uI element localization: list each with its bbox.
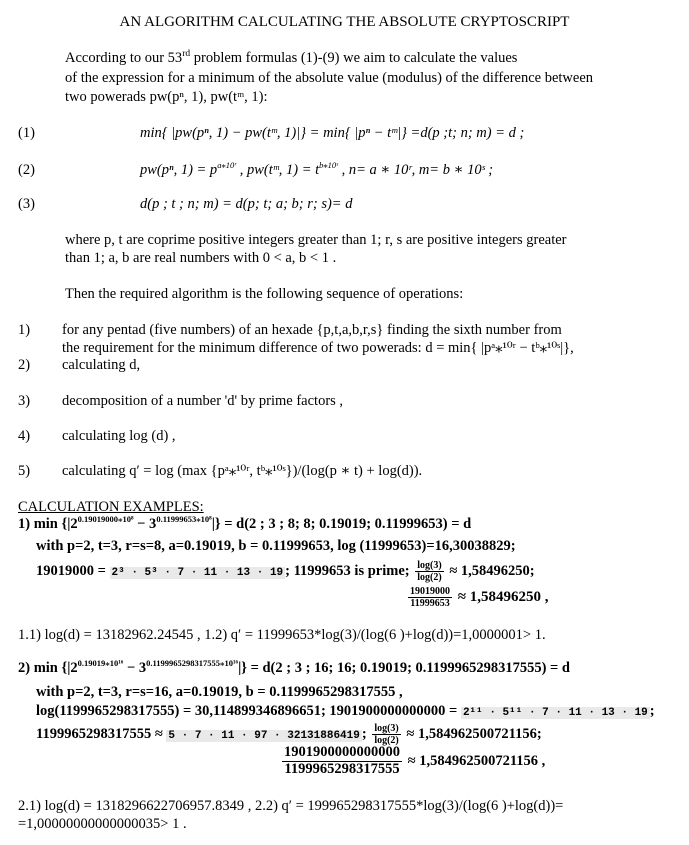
example-1-line-2: with p=2, t=3, r=s=8, a=0.19019, b = 0.11999653, log (11999653)=16,30038829; bbox=[36, 538, 516, 554]
where-line-1: where p, t are coprime positive integers greater than 1; r, s are positive integers greater bbox=[65, 232, 567, 248]
step-1-number: 1) bbox=[18, 322, 31, 338]
formula-2-part-a: pw(pⁿ, 1) = p bbox=[140, 162, 218, 178]
formula-1: min{ |pw(pⁿ, 1) − pw(tᵐ, 1)|} = min{ |pⁿ − tᵐ|} =d(p ;t; n; m) = d ; bbox=[140, 125, 525, 141]
intro-line-1-post: problem formulas (1)-(9) we aim to calculate the values bbox=[190, 50, 518, 66]
then-paragraph: Then the required algorithm is the following sequence of operations: bbox=[65, 286, 464, 302]
ex2-exp-2: 0.1199965298317555⁎10¹⁶ bbox=[146, 658, 239, 669]
step-2-number: 2) bbox=[18, 357, 31, 373]
ex1-min-post: |} = d(2 ; 3 ; 8; 8; 0.19019; 0.11999653) = d bbox=[211, 516, 472, 532]
intro-line-3: two powerads pw(pⁿ, 1), pw(tᵐ, 1): bbox=[65, 89, 268, 105]
example-1-result: 1.1) log(d) = 13182962.24545 , 1.2) q′ = 11999653*log(3)/(log(6 )+log(d))=1,0000001> 1. bbox=[18, 627, 546, 643]
ex1-factor-pre: 19019000 = bbox=[36, 562, 110, 579]
ex1-log-num: log(3) bbox=[417, 560, 442, 571]
intro-line-1 bbox=[65, 50, 517, 67]
ex2-ratio-den: 1199965298317555 bbox=[284, 760, 400, 777]
ex2-prime-factors-a: 2¹¹ · 5¹¹ · 7 · 11 · 13 · 19 bbox=[462, 707, 648, 719]
ex2-min-pre: 2) min {|2 bbox=[18, 660, 78, 676]
formula-2-part-b: , pw(tᵐ, 1) = t bbox=[236, 162, 320, 178]
formula-1-number: (1) bbox=[18, 125, 35, 141]
intro-line-1-sup: rd bbox=[182, 49, 191, 60]
ex1-minus: − 3 bbox=[133, 516, 157, 532]
example-2-line-2: with p=2, t=3, r=s=16, a=0.19019, b = 0.1199965298317555 , bbox=[36, 684, 403, 700]
formula-2-number: (2) bbox=[18, 162, 35, 178]
ex2-prime-factors-b: 5 · 7 · 11 · 97 · 32131886419 bbox=[168, 729, 360, 742]
formula-3-number: (3) bbox=[18, 196, 35, 212]
step-1-line-2: the requirement for the minimum difference of two powerads: d = min{ |pᵃ⁎¹⁰ʳ − tᵇ⁎¹⁰ˢ|}, bbox=[62, 340, 574, 356]
ex1-ratio-num: 19019000 bbox=[410, 586, 450, 597]
ex1-ratio-fraction bbox=[408, 586, 452, 609]
ex2-ratio-fraction bbox=[282, 745, 402, 778]
ex1-ratio-den: 11999653 bbox=[410, 598, 450, 609]
ex2-exp-1: 0.19019⁎10¹⁶ bbox=[77, 658, 124, 669]
ex2-min-post: |} = d(2 ; 3 ; 16; 16; 0.19019; 0.1199965298317555) = d bbox=[238, 660, 570, 676]
example-1-line-4 bbox=[406, 586, 548, 609]
example-2-line-3 bbox=[36, 703, 655, 720]
formula-2-exp-a: a⁎10ʳ bbox=[217, 160, 237, 171]
example-2-line-1 bbox=[18, 660, 570, 677]
intro-line-1-pre: According to our 53 bbox=[65, 50, 183, 66]
ex1-log-approx: ≈ 1,58496250; bbox=[445, 562, 535, 579]
example-1-line-1 bbox=[18, 516, 471, 533]
examples-heading: CALCULATION EXAMPLES: bbox=[18, 499, 204, 515]
ex1-min-pre: 1) min {|2 bbox=[18, 516, 78, 532]
formula-2 bbox=[140, 162, 493, 179]
ex2-log-fraction bbox=[372, 723, 400, 746]
ex1-prime-note: ; 11999653 is prime; bbox=[285, 562, 414, 579]
step-2-text: calculating d, bbox=[62, 357, 141, 373]
step-5-text: calculating q′ = log (max {pᵃ⁎¹⁰ʳ, tᵇ⁎¹⁰ˢ})/(log(p ∗ t) + log(d)). bbox=[62, 463, 423, 479]
ex2-minus: − 3 bbox=[123, 660, 147, 676]
ex1-log-fraction bbox=[415, 560, 443, 583]
ex2-approx-pre: 1199965298317555 ≈ bbox=[36, 725, 167, 742]
step-3-number: 3) bbox=[18, 393, 31, 409]
formula-2-part-c: , n= a ∗ 10ʳ, m= b ∗ 10ˢ ; bbox=[337, 162, 494, 178]
ex2-line-3-end: ; bbox=[649, 703, 655, 719]
intro-line-2: of the expression for a minimum of the absolute value (modulus) of the difference between bbox=[65, 70, 594, 86]
where-line-2: than 1; a, b are real numbers with 0 < a, b < 1 . bbox=[65, 250, 337, 266]
ex1-prime-factors: 2³ · 5³ · 7 · 11 · 13 · 19 bbox=[111, 566, 284, 579]
ex1-exp-1: 0.19019000⁎10⁸ bbox=[77, 514, 134, 525]
example-1-line-3 bbox=[36, 560, 535, 583]
step-4-number: 4) bbox=[18, 428, 31, 444]
ex1-exp-2: 0.11999653⁎10⁸ bbox=[156, 514, 212, 525]
formula-2-exp-b: b⁎10ˢ bbox=[319, 160, 338, 171]
step-3-text: decomposition of a number 'd' by prime factors , bbox=[62, 393, 344, 409]
page-title: AN ALGORITHM CALCULATING THE ABSOLUTE CRYPTOSCRIPT bbox=[119, 14, 570, 30]
ex2-log-value: log(1199965298317555) = 30,114899346896651; 1901900000000000 = bbox=[36, 703, 461, 719]
formula-3: d(p ; t ; n; m) = d(p; t; a; b; r; s)= d bbox=[140, 196, 353, 212]
ex1-ratio-approx: ≈ 1,58496250 , bbox=[454, 588, 549, 605]
ex2-log-den: log(2) bbox=[374, 735, 399, 746]
ex2-log-approx: ≈ 1,584962500721156; bbox=[402, 725, 542, 742]
step-1-line-1: for any pentad (five numbers) of an hexade {p,t,a,b,r,s} finding the sixth number from bbox=[62, 322, 562, 338]
step-5-number: 5) bbox=[18, 463, 31, 479]
ex2-ratio-approx: ≈ 1,584962500721156 , bbox=[404, 752, 546, 769]
ex2-ratio-num: 1901900000000000 bbox=[284, 744, 400, 760]
example-2-result-line-1: 2.1) log(d) = 1318296622706957.8349 , 2.2) q′ = 199965298317555*log(3)/(log(6 )+log(d))= bbox=[18, 798, 564, 814]
step-4-text: calculating log (d) , bbox=[62, 428, 176, 444]
example-2-result-line-2: =1,00000000000000035> 1 . bbox=[18, 816, 187, 832]
example-2-line-5 bbox=[280, 745, 545, 778]
ex1-log-den: log(2) bbox=[417, 572, 442, 583]
ex2-log-num: log(3) bbox=[374, 723, 399, 734]
ex2-sep: ; bbox=[361, 725, 371, 742]
example-2-line-4 bbox=[36, 723, 542, 746]
